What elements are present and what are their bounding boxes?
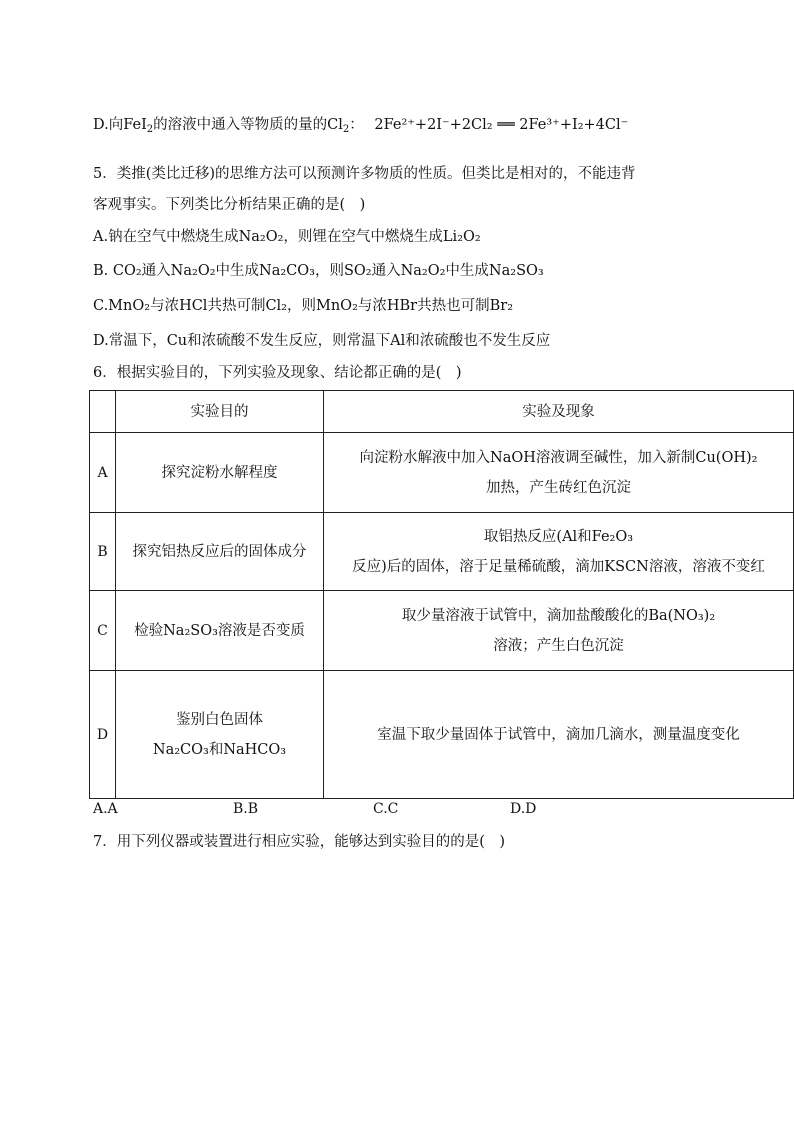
header-procedure: 实验及现象	[324, 391, 794, 433]
row-procedure	[324, 591, 794, 671]
q5-stem-line1: 5．类推(类比迁移)的思维方法可以预测许多物质的性质。但类比是相对的，不能违背	[93, 166, 636, 182]
row-purpose	[116, 671, 324, 799]
header-purpose: 实验目的	[116, 391, 324, 433]
procedure-line: 向淀粉水解液中加入NaOH溶液调至碱性，加入新制Cu(OH)₂	[359, 449, 758, 466]
row-procedure	[324, 433, 794, 513]
table-row	[90, 513, 794, 591]
q6-choice-a: A.A	[93, 801, 118, 817]
q5-option-a: A.钠在空气中燃烧生成Na₂O₂，则锂在空气中燃烧生成Li₂O₂	[93, 229, 481, 245]
q5-option-b: B. CO₂通入Na₂O₂中生成Na₂CO₃，则SO₂通入Na₂O₂中生成Na₂SO₃	[93, 263, 544, 279]
row-purpose	[116, 591, 324, 671]
q6-choice-b: B.B	[233, 801, 259, 817]
q4-d-prefix: D.向FeI	[93, 117, 147, 133]
q5-stem-line2: 客观事实。下列类比分析结果正确的是( )	[93, 197, 366, 213]
procedure-line: 反应)后的固体，溶于足量稀硫酸，滴加KSCN溶液，溶液不变红	[352, 558, 765, 575]
q5-option-d: D.常温下，Cu和浓硫酸不发生反应，则常温下Al和浓硫酸也不发生反应	[93, 333, 551, 349]
q7-stem: 7．用下列仪器或装置进行相应实验，能够达到实验目的的是( )	[93, 834, 506, 850]
row-procedure	[324, 513, 794, 591]
row-letter: D	[90, 671, 116, 799]
row-letter: A	[90, 433, 116, 513]
q4-d-sub2: 2	[342, 124, 350, 135]
purpose-line: 探究铝热反应后的固体成分	[132, 543, 307, 560]
table-row	[90, 433, 794, 513]
q4-d-mid: 的溶液中通入等物质的量的Cl	[153, 117, 343, 133]
procedure-line: 室温下取少量固体于试管中，滴加几滴水，测量温度变化	[377, 726, 740, 743]
purpose-line: 探究淀粉水解程度	[161, 464, 278, 481]
procedure-line: 溶液；产生白色沉淀	[493, 637, 624, 654]
row-letter: C	[90, 591, 116, 671]
table-row	[90, 671, 794, 799]
row-purpose	[116, 433, 324, 513]
q4-d-sub1: 2	[146, 124, 154, 135]
procedure-line: 加热，产生砖红色沉淀	[486, 479, 631, 496]
q6-stem: 6．根据实验目的，下列实验及现象、结论都正确的是( )	[93, 365, 462, 381]
q5-option-c: C.MnO₂与浓HCl共热可制Cl₂，则MnO₂与浓HBr共热也可制Br₂	[93, 298, 514, 314]
table-header-row	[90, 391, 794, 433]
q4-d-equation: 2Fe²⁺+2I⁻+2Cl₂ ══ 2Fe³⁺+I₂+4Cl⁻	[374, 117, 629, 133]
table-row	[90, 591, 794, 671]
purpose-line: Na₂CO₃和NaHCO₃	[152, 741, 287, 758]
q6-choice-d: D.D	[510, 801, 537, 817]
header-letter	[90, 391, 116, 433]
row-purpose	[116, 513, 324, 591]
row-procedure	[324, 671, 794, 799]
q6-choice-c: C.C	[373, 801, 399, 817]
purpose-line: 检验Na₂SO₃溶液是否变质	[134, 622, 305, 639]
q4-option-d	[93, 113, 628, 135]
q4-d-colon: ：	[349, 117, 364, 133]
row-letter: B	[90, 513, 116, 591]
experiment-table	[89, 390, 794, 799]
procedure-line: 取少量溶液于试管中，滴加盐酸酸化的Ba(NO₃)₂	[401, 607, 716, 624]
purpose-line: 鉴别白色固体	[176, 711, 263, 728]
procedure-line: 取铝热反应(Al和Fe₂O₃	[483, 528, 634, 545]
